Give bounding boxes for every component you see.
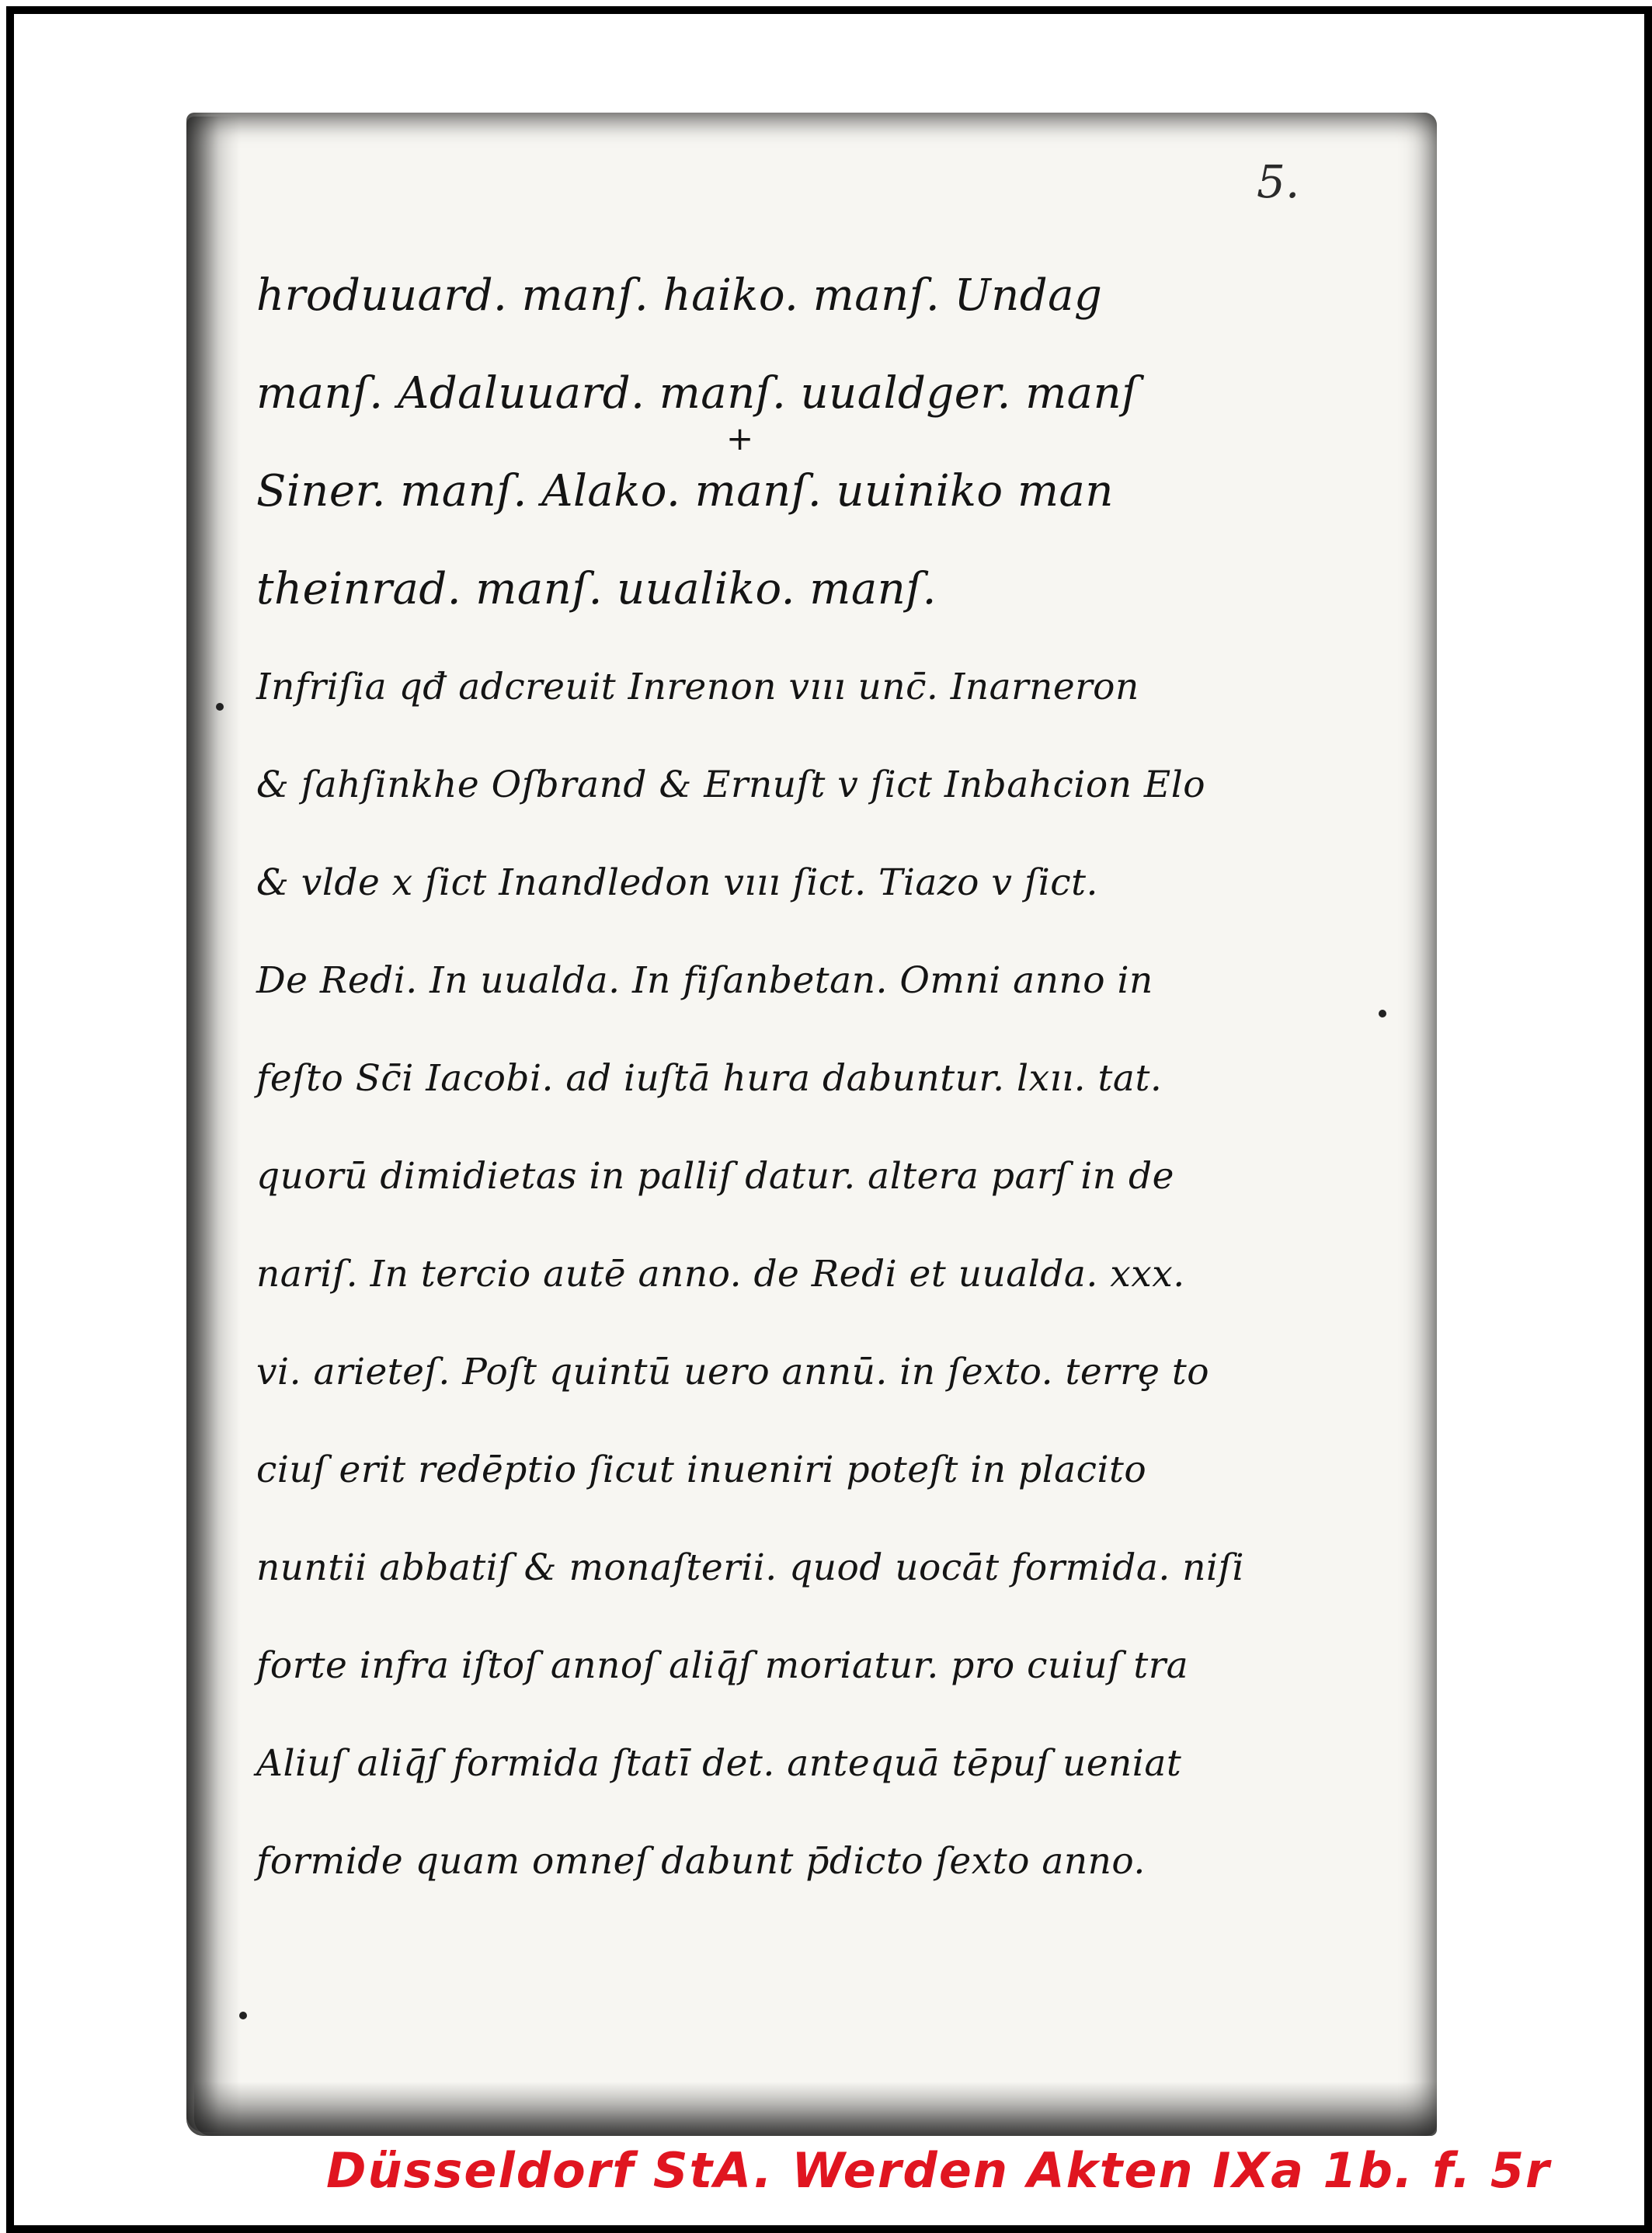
- manuscript-text: [256, 247, 1421, 1911]
- text-line: De Redi. In uualda. In fiſanbetan. Omni anno in: [256, 959, 1153, 1002]
- interlinear-cross-mark: +: [726, 419, 754, 457]
- text-line: nuntii abbatiſ & monaſterii. quod uocāt formida. niſi: [256, 1546, 1244, 1589]
- text-line: & ſahſinkhe Oſbrand & Ernuſt v ſict Inbahcion Elo: [256, 763, 1206, 806]
- text-line: manſ. Adaluuard. manſ. uualdger. manſ: [256, 368, 1139, 419]
- text-line: Infriſia qđ adcreuit Inrenon vııı unc̄. Inarneron: [256, 666, 1139, 708]
- text-line: quorū dimidietas in palliſ datur. altera parſ in de: [256, 1155, 1174, 1198]
- text-line: & vlde x ſict Inandledon vııı ſict. Tiazo v ſict.: [256, 861, 1098, 904]
- folio-number: 5.: [1257, 155, 1300, 208]
- text-line: forte infra iſtoſ annoſ aliq̄ſ moriatur. pro cuiuſ tra: [256, 1644, 1189, 1687]
- text-line: Aliuſ aliq̄ſ formida ſtatī det. antequā tēpuſ ueniat: [256, 1742, 1182, 1785]
- margin-dot: [239, 2012, 247, 2019]
- margin-dot: [216, 703, 224, 711]
- text-line: hroduuard. manſ. haiko. manſ. Undag: [256, 270, 1103, 321]
- leaf-shadow-left: [186, 117, 241, 2132]
- text-line: ciuſ erit redēptio ſicut inueniri poteſt in placito: [256, 1449, 1147, 1491]
- text-line: Siner. manſ. Alako. manſ. uuiniko man: [256, 466, 1114, 517]
- text-line: theinrad. manſ. uualiko. manſ.: [256, 564, 937, 614]
- text-line: vi. arieteſ. Poſt quintū uero annū. in ſexto. terrȩ to: [256, 1351, 1210, 1393]
- text-line: formide quam omneſ dabunt p̄dicto ſexto anno.: [256, 1840, 1146, 1883]
- archive-reference-caption: Düsseldorf StA. Werden Akten IXa 1b. f. 5r: [326, 2142, 1551, 2199]
- leaf-shadow-bottom: [194, 2082, 1437, 2136]
- text-line: feſto Sc̄i Iacobi. ad iuſtā hura dabuntur. lxıı. tat.: [256, 1057, 1163, 1100]
- text-line: nariſ. In tercio autē anno. de Redi et uualda. xxx.: [256, 1253, 1185, 1296]
- margin-dot: [1379, 1010, 1386, 1017]
